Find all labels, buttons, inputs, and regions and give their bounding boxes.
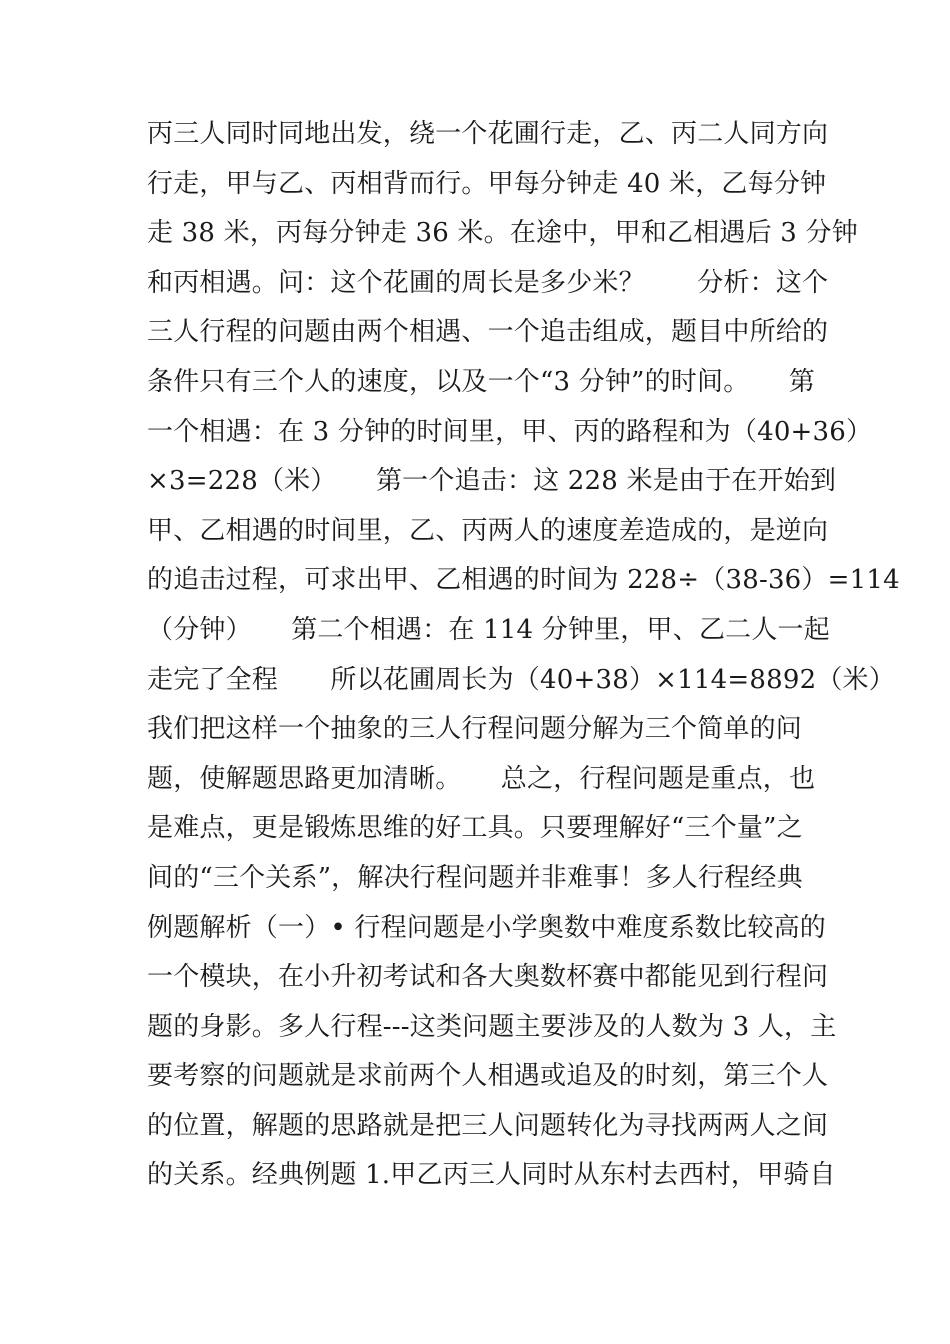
text-line: 例题解析（一）• 行程问题是小学奥数中难度系数比较高的 bbox=[147, 912, 827, 943]
text-line: ×3=228（米） 第一个追击：这 228 米是由于在开始到 bbox=[147, 466, 837, 497]
text-line: 条件只有三个人的速度，以及一个“3 分钟”的时间。 第 bbox=[147, 366, 815, 397]
text-line: 甲、乙相遇的时间里，乙、丙两人的速度差造成的，是逆向 bbox=[147, 515, 829, 546]
text-line: 我们把这样一个抽象的三人行程问题分解为三个简单的问 bbox=[147, 714, 803, 745]
body-text bbox=[147, 110, 900, 1201]
text-line: 的关系。经典例题 1.甲乙丙三人同时从东村去西村，甲骑自 bbox=[147, 1160, 836, 1191]
text-line: 间的“三个关系”，解决行程问题并非难事！多人行程经典 bbox=[147, 862, 803, 893]
text-line: 和丙相遇。问：这个花圃的周长是多少米？ 分析：这个 bbox=[147, 267, 829, 298]
text-line: 三人行程的问题由两个相遇、一个追击组成，题目中所给的 bbox=[147, 317, 829, 348]
text-line: 的位置，解题的思路就是把三人问题转化为寻找两两人之间 bbox=[147, 1110, 829, 1141]
text-line: 要考察的问题就是求前两个人相遇或追及的时刻，第三个人 bbox=[147, 1061, 829, 1092]
text-line: 一个模块，在小升初考试和各大奥数杯赛中都能见到行程问 bbox=[147, 962, 829, 993]
text-line: 题的身影。多人行程---这类问题主要涉及的人数为 3 人，主 bbox=[147, 1011, 837, 1042]
text-line: 行走，甲与乙、丙相背而行。甲每分钟走 40 米，乙每分钟 bbox=[147, 168, 827, 199]
text-line: 走 38 米，丙每分钟走 36 米。在途中，甲和乙相遇后 3 分钟 bbox=[147, 218, 858, 249]
text-line: （分钟） 第二个相遇：在 114 分钟里，甲、乙二人一起 bbox=[147, 614, 830, 645]
text-line: 是难点，更是锻炼思维的好工具。只要理解好“三个量”之 bbox=[147, 813, 803, 844]
text-line: 丙三人同时同地出发，绕一个花圃行走，乙、丙二人同方向 bbox=[147, 119, 829, 149]
text-line: 一个相遇：在 3 分钟的时间里，甲、丙的路程和为（40+36） bbox=[147, 416, 873, 447]
text-line: 的追击过程，可求出甲、乙相遇的时间为 228÷（38-36）=114 bbox=[147, 565, 900, 596]
text-line: 题，使解题思路更加清晰。 总之，行程问题是重点，也 bbox=[147, 763, 816, 794]
text-line: 走完了全程 所以花圃周长为（40+38）×114=8892（米） bbox=[147, 664, 895, 695]
